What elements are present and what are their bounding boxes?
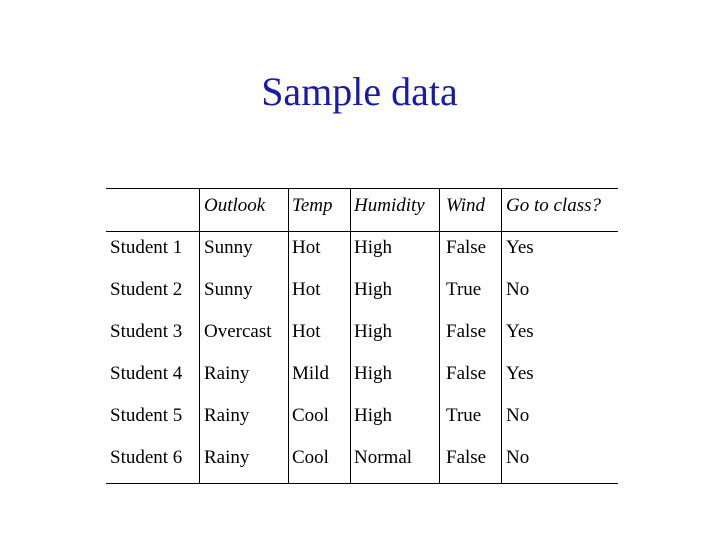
- row-label: Student 2: [110, 279, 183, 300]
- table-top-rule: [106, 188, 618, 189]
- table-cell: Normal: [354, 447, 413, 468]
- column-divider: [439, 188, 440, 484]
- table-cell: Mild: [292, 363, 329, 384]
- table-cell: Hot: [292, 321, 321, 342]
- table-cell: False: [446, 237, 487, 258]
- table-cell: True: [446, 279, 482, 300]
- table-cell: Overcast: [204, 321, 272, 342]
- table-cell: Sunny: [204, 279, 253, 300]
- table-cell: High: [354, 363, 392, 384]
- data-table: [106, 188, 618, 484]
- table-cell: No: [506, 279, 530, 300]
- column-header-go-to-class: Go to class?: [506, 195, 601, 216]
- table-cell: Yes: [506, 237, 534, 258]
- row-label: Student 3: [110, 321, 183, 342]
- table-cell: High: [354, 321, 392, 342]
- column-divider: [288, 188, 289, 484]
- page-title: Sample data: [261, 69, 458, 114]
- table-cell: False: [446, 447, 487, 468]
- table-cell: False: [446, 321, 487, 342]
- column-header-wind: Wind: [446, 195, 486, 216]
- table-cell: Rainy: [204, 447, 250, 468]
- table-cell: Rainy: [204, 363, 250, 384]
- table-header-rule: [106, 231, 618, 232]
- column-divider: [199, 188, 200, 484]
- column-header-outlook: Outlook: [204, 195, 266, 216]
- table-cell: Sunny: [204, 237, 253, 258]
- table-cell: False: [446, 363, 487, 384]
- column-divider: [501, 188, 502, 484]
- column-divider: [350, 188, 351, 484]
- table-cell: High: [354, 405, 392, 426]
- table-cell: No: [506, 447, 530, 468]
- table-cell: Yes: [506, 363, 534, 384]
- table-cell: High: [354, 279, 392, 300]
- table-bottom-rule: [106, 483, 618, 484]
- table-cell: High: [354, 237, 392, 258]
- row-label: Student 6: [110, 447, 183, 468]
- row-label: Student 1: [110, 237, 183, 258]
- column-header-humidity: Humidity: [354, 195, 425, 216]
- column-header-temp: Temp: [292, 195, 333, 216]
- table-cell: No: [506, 405, 530, 426]
- table-cell: Hot: [292, 237, 321, 258]
- table-cell: Hot: [292, 279, 321, 300]
- table-cell: Yes: [506, 321, 534, 342]
- row-label: Student 5: [110, 405, 183, 426]
- row-label: Student 4: [110, 363, 183, 384]
- table-cell: Cool: [292, 447, 329, 468]
- table-cell: Rainy: [204, 405, 250, 426]
- table-cell: Cool: [292, 405, 329, 426]
- table-cell: True: [446, 405, 482, 426]
